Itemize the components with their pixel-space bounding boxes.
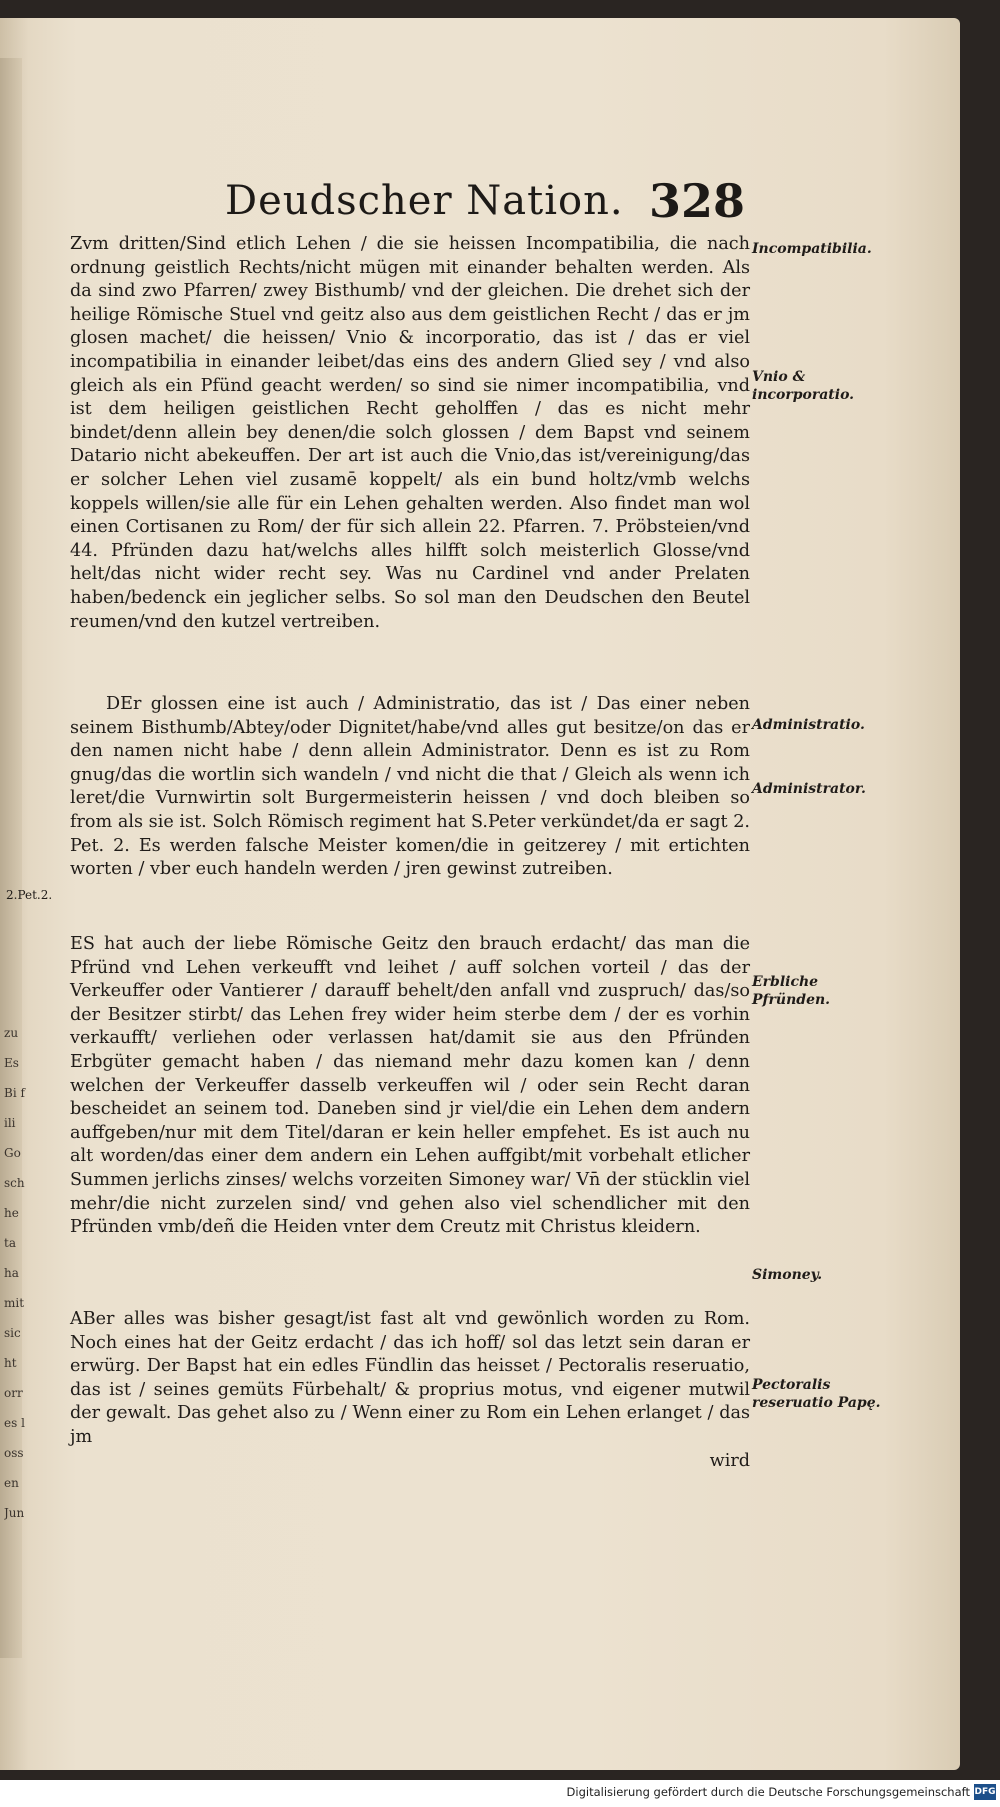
facing-page-fragments: zu Es Bi fili Go sch he ta ha mit sicht orres lossen Jun xyxy=(4,1026,25,1520)
page-header xyxy=(225,174,745,228)
book-page xyxy=(0,18,960,1770)
margin-note-administrator: Administrator. xyxy=(752,781,866,797)
paragraph-2: DEr glossen eine ist auch / Administratio, das ist / Das einer neben seinem Bisthumb/Abtey/oder Dignitet/habe/vnd alles gut besitze/on das er den namen nicht habe / denn allein Administrator. Denn es ist zu Rom gnug/das die wortlin sich wandeln / vnd nicht die that / Gleich als wenn ich leret/die Vurnwirtin solt Burgermeisterin heissen / vnd doch bleiben so from als sie ist. Solch Römisch regiment hat S.Peter verkündet/da er sagt 2. Pet. 2. Es werden falsche Meister komen/die in geitzerey / mit ertichten worten / vber euch handeln werden / jren gewinst zutreiben. xyxy=(70,694,750,880)
main-text xyxy=(70,233,750,1473)
margin-note-incompatibilia: Incompatibilia. xyxy=(752,241,872,257)
margin-note-simoney: Simoney. xyxy=(752,1267,823,1283)
paragraph-1: Zvm dritten/Sind etlich Lehen / die sie heissen Incompatibilia, die nach ordnung geistlich Rechts/nicht mügen mit einander behalten werden. Als da sind zwo Pfarren/ zwey Bisthumb/ vnd der gleichen. Die drehet sich der heilige Römische Stuel vnd geitz also aus dem geistlichen Recht / das er jm glosen machet/ die heissen/ Vnio & incorporatio, das ist / das er viel incompatibilia in einander leibet/das eins des andern Glied sey / vnd also gleich als ein Pfünd geacht werden/ so sind sie nimer incompatibilia, vnd ist dem heiligen geistlichen Recht geholffen / das es nicht mehr bindet/denn allein bey denen/die solch glossen / dem Bapst vnd seinem Datario nicht abekeuffen. Der art ist auch die Vnio,das ist/vereinigung/das er solcher Lehen viel zusamē koppelt/ als ein bund holtz/vmb welchs koppels willen/sie alle für ein Lehen gehalten werden. Also findet man wol einen Cortisanen zu Rom/ der für sich allein 22. Pfarren. 7. Pröbsteien/vnd 44. Pfründen dazu hat/welchs alles hilfft solch meisterlich Glosse/vnd helt/das nicht wider recht sey. Was nu Cardinel vnd ander Prelaten haben/bedenck ein jeglicher selbs. So sol man den Deudschen den Beutel reumen/vnd den kutzel vertreiben. xyxy=(70,234,750,632)
footer-credit: Digitalisierung gefördert durch die Deutsche Forschungsgemeinschaft xyxy=(566,1785,970,1799)
margin-note-administratio: Administratio. xyxy=(752,717,865,733)
running-title: Deudscher Nation. xyxy=(225,178,624,224)
paragraph-4: ABer alles was bisher gesagt/ist fast alt vnd gewönlich worden zu Rom. Noch eines hat der Geitz erdacht / das ich hoff/ sol das letzt sein daran er erwürg. Der Bapst hat ein edles Fündlin das heisset / Pectoralis reseruatio, das ist / seines gemüts Fürbehalt/ & proprius motus, vnd eigener mutwil der gewalt. Das gehet also zu / Wenn einer zu Rom ein Lehen erlanget / das jm xyxy=(70,1309,750,1447)
margin-note-pectoralis: Pectoralis reseruatio Papę. xyxy=(752,1377,881,1411)
paragraph-3: ES hat auch der liebe Römische Geitz den brauch erdacht/ das man die Pfründ vnd Lehen verkeufft vnd leihet / auff solchen vorteil / das der Verkeuffer oder Vantierer / darauff behelt/den anfall vnd zuspruch/ das/so der Besitzer stirbt/ das Lehen frey wider heim sterbe dem / der es vorhin verkaufft/ verliehen oder verlassen hat/damit sie aus den Pfründen Erbgüter gemacht haben / das niemand mehr dazu komen kan / denn welchen der Verkeuffer dasselb verkeuffen wil / oder sein Recht daran bescheidet an seinem tod. Daneben sind jr viel/die ein Lehen dem andern auffgeben/nur mit dem Titel/daran er kein heller empfehet. Es ist auch nu alt worden/das einer dem andern ein Lehen auffgibt/mit vorbehalt etlicher Summen jerlichs zinses/ welchs vorzeiten Simoney war/ Vn̄ der stücklin viel mehr/die nicht zurzelen sind/ vnd gehen also viel schendlicher mit den Pfründen vmb/deñ die Heiden vnter dem Creutz mit Christus kleidern. xyxy=(70,934,750,1238)
margin-note-petrus: 2.Pet.2. xyxy=(6,888,53,902)
margin-note-vnio: Vnio & incorporatio. xyxy=(752,369,855,403)
catchword: wird xyxy=(709,1450,750,1471)
page-number: 328 xyxy=(648,174,745,228)
digitization-footer xyxy=(0,1780,1000,1807)
dfg-logo-icon: DFG xyxy=(974,1784,996,1800)
margin-note-erbliche-pfruenden: Erbliche Pfründen. xyxy=(752,974,831,1008)
